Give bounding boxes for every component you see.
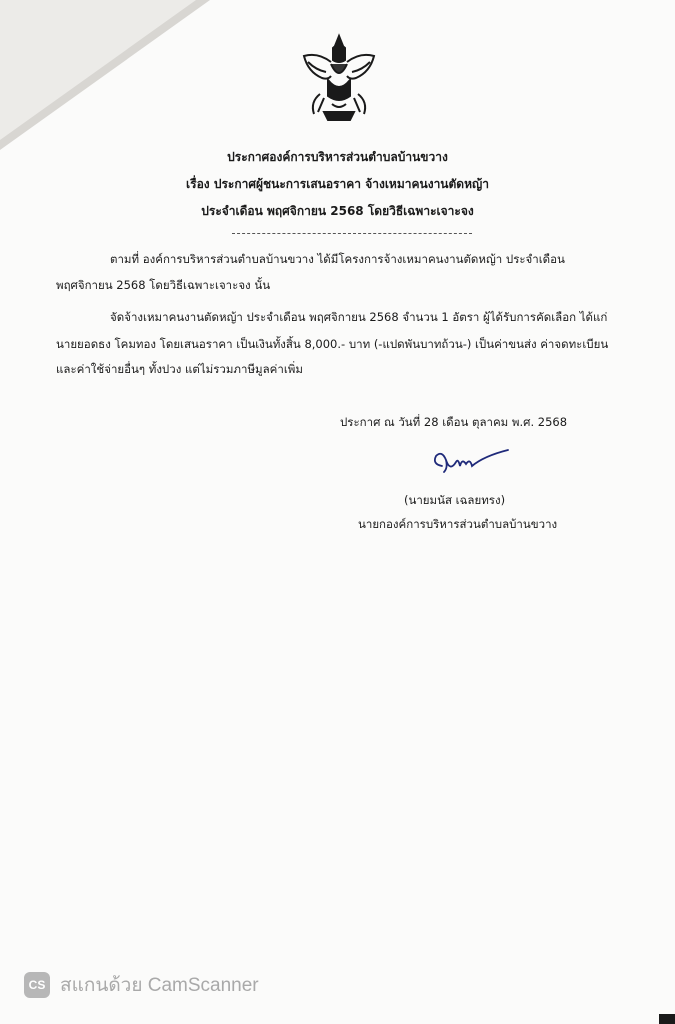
header-title: ประกาศองค์การบริหารส่วนตำบลบ้านขวาง bbox=[227, 150, 448, 164]
corner-mark bbox=[659, 1014, 675, 1024]
folded-corner-highlight bbox=[0, 0, 196, 140]
header-divider bbox=[232, 233, 472, 234]
signatory-title: นายกองค์การบริหารส่วนตำบลบ้านขวาง bbox=[358, 517, 558, 531]
camscanner-logo: CS bbox=[24, 972, 50, 998]
header-period: ประจำเดือน พฤศจิกายน 2568 โดยวิธีเฉพาะเจาะจง bbox=[201, 204, 474, 218]
header-subject: เรื่อง ประกาศผู้ชนะการเสนอราคา จ้างเหมาคนงานตัดหญ้า bbox=[186, 177, 489, 191]
paragraph-2-line-1: จัดจ้างเหมาคนงานตัดหญ้า ประจำเดือน พฤศจิกายน 2568 จำนวน 1 อัตรา ผู้ได้รับการคัดเลือก ได้แก่ bbox=[110, 310, 608, 324]
handwritten-signature bbox=[428, 446, 512, 480]
paragraph-1-line-1: ตามที่ องค์การบริหารส่วนตำบลบ้านขวาง ได้มีโครงการจ้างเหมาคนงานตัดหญ้า ประจำเดือน bbox=[110, 252, 565, 266]
camscanner-text: สแกนด้วย CamScanner bbox=[60, 975, 259, 996]
paragraph-2-line-2: นายยอดธง โคมทอง โดยเสนอราคา เป็นเงินทั้งสิ้น 8,000.- บาท (-แปดพันบาทถ้วน-) เป็นค่าขนส่ง ค่าจดทะเบียน bbox=[56, 337, 609, 351]
camscanner-watermark bbox=[24, 970, 259, 1000]
signatory-name: (นายมนัส เฉลยทรง) bbox=[404, 493, 506, 507]
garuda-emblem-icon bbox=[298, 32, 380, 124]
paragraph-2-line-3: และค่าใช้จ่ายอื่นๆ ทั้งปวง แต่ไม่รวมภาษีมูลค่าเพิ่ม bbox=[56, 362, 303, 376]
announce-date: ประกาศ ณ วันที่ 28 เดือน ตุลาคม พ.ศ. 2568 bbox=[340, 415, 568, 429]
paragraph-1-line-2: พฤศจิกายน 2568 โดยวิธีเฉพาะเจาะจง นั้น bbox=[56, 278, 271, 292]
